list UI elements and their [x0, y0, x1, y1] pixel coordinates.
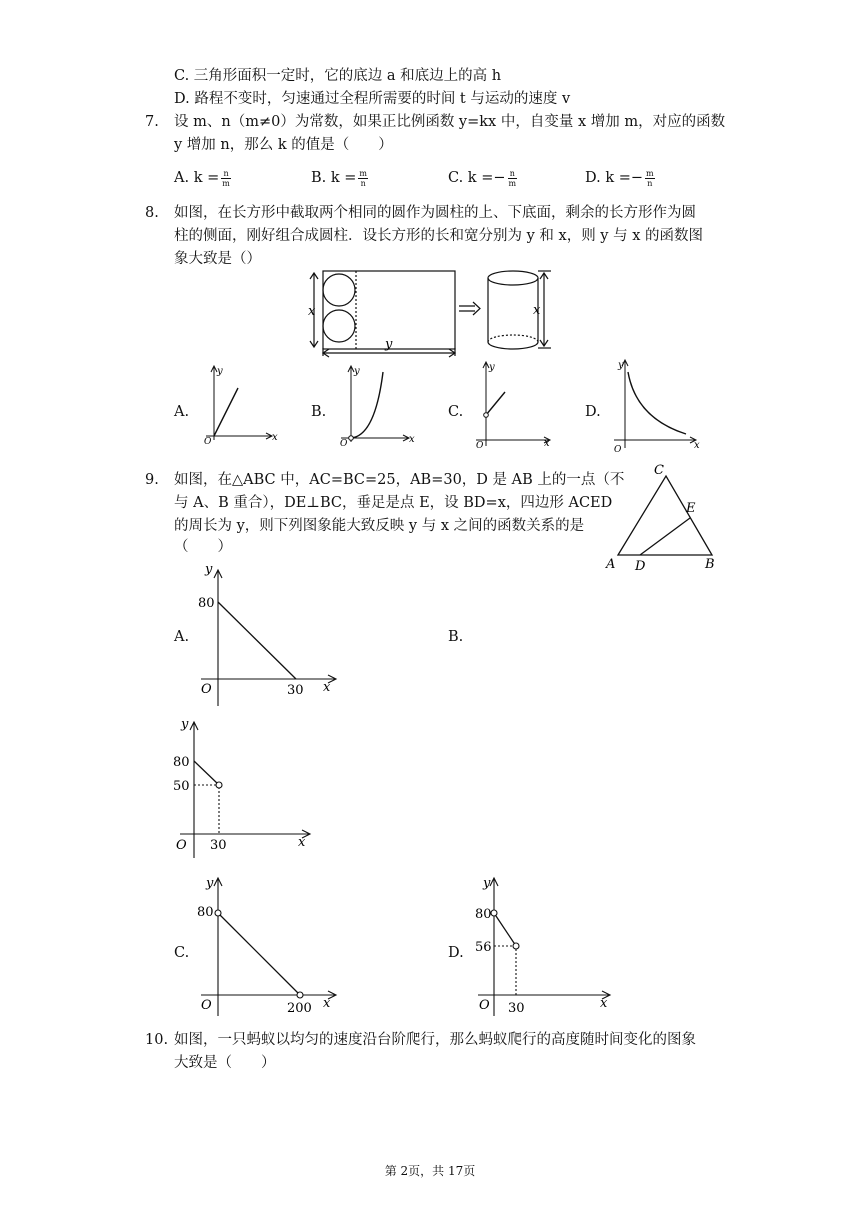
q8-graph-d-curve — [628, 372, 686, 434]
q9-graph-c-tick-80: 80 — [197, 905, 214, 920]
q9-graph-d-tick-80: 80 — [475, 907, 492, 922]
q9-graph-a-line — [218, 602, 296, 679]
q7-option-a-denominator: m — [222, 178, 230, 188]
q7-option-c-label: C. k = — [448, 170, 494, 186]
q8-cylinder-bottom — [488, 342, 538, 349]
q9-option-b-label: B. — [448, 629, 464, 645]
q9-graph-c-y-label: y — [206, 876, 214, 891]
q8-graph-c-y-label: y — [489, 362, 495, 373]
q9-graph-a — [196, 560, 346, 710]
q9-triangle-abc — [618, 476, 712, 555]
page-footer: 第 2页，共 17页 — [384, 1164, 476, 1178]
q7-option-d-label: D. k = — [585, 170, 631, 186]
q9-option-a-label: A. — [174, 629, 190, 645]
q7-option-d-denominator: n — [647, 178, 653, 188]
q8-label-x2: x — [533, 303, 541, 318]
q8-option-b-label: B. — [311, 404, 327, 420]
q10-stem-line1: 如图，一只蚂蚁以均匀的速度沿台阶爬行，那么蚂蚁爬行的高度随时间变化的图象 — [174, 1032, 696, 1048]
q8-graph-d-y-label: y — [618, 360, 624, 371]
q7-option-d-sign: − — [630, 170, 644, 186]
q7-option-b-denominator: n — [360, 178, 366, 188]
q8-graph-c-origin: O — [476, 441, 484, 451]
q8-label-x: x — [308, 304, 316, 319]
q8-option-a-label: A. — [174, 404, 190, 420]
q9-stem-line2: 与 A、B 重合），DE⊥BC，垂足是点 E，设 BD=x，四边形 ACED — [174, 495, 613, 511]
q9-graph-c-open-point-end — [297, 992, 303, 998]
q9-option-d-label: D. — [448, 945, 464, 961]
q9-graph-d-open-point-end — [513, 943, 519, 949]
q8-stem-line2: 柱的侧面，刚好组合成圆柱．设长方形的长和宽分别为 y 和 x，则 y 与 x 的函数图 — [174, 228, 703, 244]
q9-point-c: C — [654, 463, 664, 478]
q8-graph-c — [472, 358, 552, 451]
q7-option-c-sign: − — [493, 170, 506, 186]
q7-option-b-numerator: m — [359, 168, 368, 178]
q9-graph-c-origin: O — [201, 998, 212, 1013]
q7-option-b-label: B. k = — [311, 170, 357, 186]
q9-triangle-figure — [604, 462, 724, 592]
q8-graph-a — [200, 362, 280, 448]
q9-graph-c-tick-200: 200 — [287, 1001, 312, 1016]
q7-option-c-denominator: m — [508, 178, 517, 188]
q9-graph-d-origin: O — [479, 998, 490, 1013]
q7-option-b — [311, 168, 370, 188]
q9-point-a: A — [606, 557, 616, 572]
q8-graph-b — [335, 362, 415, 448]
q7-option-a-label: A. k = — [174, 170, 220, 186]
q9-graph-d — [473, 870, 623, 1020]
q8-option-d-label: D. — [585, 404, 601, 420]
q8-circle-top — [323, 274, 355, 306]
q9-graph-c — [196, 870, 346, 1020]
q8-circle-bottom — [323, 310, 355, 342]
q9-graph-a-tick-80: 80 — [198, 596, 215, 611]
q6-option-d: D. 路程不变时，匀速通过全程所需要的时间 t 与运动的速度 v — [174, 91, 571, 107]
q8-graph-b-x-label: x — [409, 434, 415, 445]
q9-graph-d-line — [494, 913, 516, 946]
q9-graph-a-origin: O — [201, 682, 212, 697]
q9-graph-a-y-label: y — [205, 562, 213, 577]
q9-point-d: D — [635, 559, 646, 574]
q7-option-d — [585, 168, 657, 188]
q9-point-b: B — [705, 557, 715, 572]
q9-graph-b-open-point — [216, 782, 222, 788]
q7-option-d-numerator: m — [646, 168, 654, 178]
q8-graph-c-x-label: x — [544, 438, 550, 449]
q6-option-c: C. 三角形面积一定时，它的底边 a 和底边上的高 h — [174, 68, 502, 84]
q9-graph-b — [170, 712, 320, 862]
q9-graph-d-y-label: y — [483, 876, 491, 891]
q8-number: 8. — [145, 205, 159, 221]
q9-graph-a-x-label: x — [323, 680, 331, 695]
q8-option-c-label: C. — [448, 404, 464, 420]
q7-option-c — [448, 168, 519, 188]
q9-number: 9. — [145, 472, 159, 488]
q9-graph-b-x-label: x — [298, 835, 306, 850]
q8-graph-d-x-label: x — [694, 440, 700, 451]
q9-graph-c-x-label: x — [323, 996, 331, 1011]
q8-stem-line1: 如图，在长方形中截取两个相同的圆作为圆柱的上、下底面，剩余的长方形作为圆 — [174, 205, 696, 221]
q9-graph-b-y-label: y — [181, 717, 189, 732]
q8-transform-arrow — [459, 302, 480, 315]
q8-graph-c-line — [486, 392, 505, 415]
q8-cylinder-top — [488, 271, 538, 285]
q7-option-c-numerator: n — [508, 169, 518, 179]
q8-stem-line3: 象大致是（） — [174, 251, 261, 267]
q10-stem-line2: 大致是（ ） — [174, 1055, 276, 1071]
q9-graph-c-open-point-start — [215, 910, 221, 916]
q9-stem-line4: （ ） — [174, 539, 232, 555]
q10-number: 10. — [145, 1032, 169, 1048]
q9-point-e: E — [686, 501, 696, 516]
q9-graph-b-tick-30: 30 — [210, 838, 227, 853]
q9-graph-d-tick-56: 56 — [475, 940, 492, 955]
q9-graph-a-tick-30: 30 — [287, 683, 304, 698]
q9-graph-d-tick-30: 30 — [508, 1001, 525, 1016]
q7-option-b-fraction — [358, 169, 368, 188]
q8-graph-a-origin: O — [204, 437, 212, 447]
q9-graph-d-open-point-start — [491, 910, 497, 916]
q7-option-a-fraction — [221, 169, 231, 188]
q9-segment-de — [640, 518, 690, 555]
q9-option-c-label: C. — [174, 945, 190, 961]
q8-graph-a-line — [214, 388, 238, 436]
q8-graph-a-x-label: x — [272, 432, 278, 443]
q8-graph-d-origin: O — [614, 445, 622, 455]
q9-graph-b-tick-50: 50 — [173, 779, 190, 794]
q8-label-y: y — [385, 337, 393, 352]
q8-graph-a-y-label: y — [217, 366, 223, 377]
q7-option-a-numerator: n — [221, 169, 231, 179]
q9-graph-b-line — [194, 761, 219, 785]
q8-graph-b-origin: O — [340, 439, 348, 449]
q8-rectangle-cylinder-figure — [305, 268, 555, 358]
q8-graph-b-y-label: y — [354, 366, 360, 377]
q7-stem-line1: 设 m、n（m≠0）为常数，如果正比例函数 y=kx 中，自变量 x 增加 m，对应的函数 — [174, 114, 726, 130]
q7-option-d-fraction — [645, 169, 655, 188]
q9-graph-d-x-label: x — [600, 996, 608, 1011]
q9-stem-line1: 如图，在△ABC 中，AC=BC=25，AB=30，D 是 AB 上的一点（不 — [174, 472, 625, 488]
q9-graph-c-line — [218, 913, 300, 995]
q7-option-a — [174, 168, 233, 188]
q9-stem-line3: 的周长为 y，则下列图象能大致反映 y 与 x 之间的函数关系的是 — [174, 518, 585, 534]
q9-graph-b-origin: O — [176, 838, 187, 853]
q8-graph-b-curve — [351, 372, 383, 438]
q9-graph-b-tick-80: 80 — [173, 755, 190, 770]
q8-graph-d — [608, 356, 700, 455]
q7-option-c-fraction — [508, 169, 518, 188]
q7-stem-line2: y 增加 n，那么 k 的值是（ ） — [174, 137, 393, 153]
q7-number: 7. — [145, 114, 159, 130]
